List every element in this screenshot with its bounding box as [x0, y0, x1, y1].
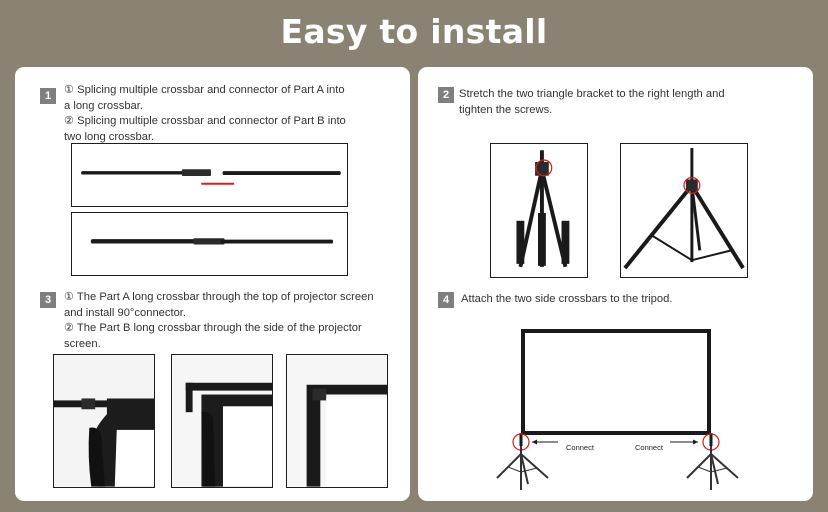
step-1-line-3: ② Splicing multiple crossbar and connector of Part B into: [64, 115, 346, 127]
tripod-open-image: [620, 143, 748, 278]
projector-screen: [523, 331, 709, 433]
step-4: [438, 292, 808, 310]
connector-90-image: [171, 354, 273, 488]
connect-label-left: Connect: [566, 443, 594, 452]
step-2-number: 2: [438, 87, 454, 103]
step-3-line-1: ① The Part A long crossbar through the top of projector screen: [64, 291, 374, 303]
step-2-line-1: Stretch the two triangle bracket to the right length and: [459, 88, 725, 100]
step-3-line-2: and install 90°connector.: [64, 306, 187, 319]
right-tripod: [687, 446, 738, 490]
step-4-line-1: Attach the two side crossbars to the tripod.: [461, 293, 673, 305]
tripod-folded-image: [490, 143, 588, 278]
connect-label-right: Connect: [635, 443, 663, 452]
step-2-line-2: tighten the screws.: [459, 103, 553, 116]
step-1-number: 1: [40, 88, 56, 104]
step-1-line-1: ① Splicing multiple crossbar and connector of Part A into: [64, 84, 345, 96]
step-1: [40, 83, 405, 147]
crossbar-splice-image: [71, 143, 348, 207]
step-1-line-2: a long crossbar.: [64, 99, 143, 112]
screen-assembly-diagram: [490, 322, 750, 492]
step-3: [40, 290, 405, 354]
step-2: [438, 87, 808, 121]
step-1-line-4: two long crossbar.: [64, 130, 155, 143]
step-3-number: 3: [40, 292, 56, 308]
left-tripod: [497, 446, 548, 490]
crossbar-top-image: [53, 354, 155, 488]
step-3-line-3: ② The Part B long crossbar through the side of the projector: [64, 322, 362, 334]
step-3-line-4: screen.: [64, 337, 101, 350]
step-4-number: 4: [438, 292, 454, 308]
page-title: Easy to install: [280, 12, 548, 51]
side-crossbar-image: [286, 354, 388, 488]
long-crossbar-image: [71, 212, 348, 276]
